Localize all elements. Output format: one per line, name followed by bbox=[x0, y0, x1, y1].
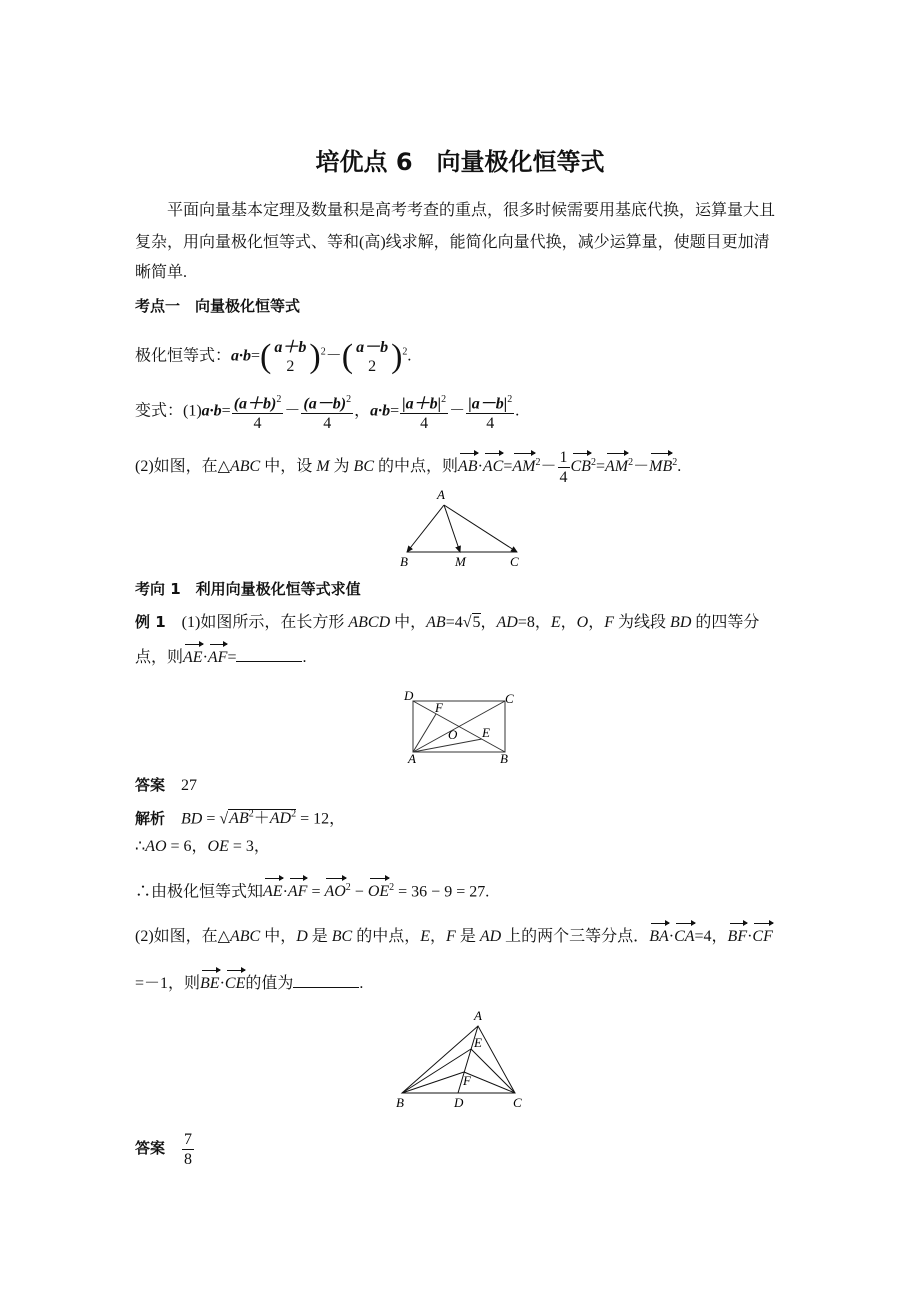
text: (1)如图所示，在长方形 bbox=[165, 614, 349, 631]
var: AD bbox=[479, 928, 502, 945]
section-heading: 考点一 向量极化恒等式 bbox=[135, 297, 301, 315]
var: OE bbox=[207, 838, 229, 855]
num: (a＋b) bbox=[233, 395, 277, 413]
text: (2)如图，在△ bbox=[135, 928, 230, 945]
label-d: D bbox=[404, 688, 414, 703]
text: 为 bbox=[329, 458, 354, 476]
solution-line-2 bbox=[135, 836, 270, 858]
op: = bbox=[503, 458, 513, 476]
num: a－b bbox=[356, 339, 389, 356]
text: ∴由极化恒等式知 bbox=[135, 883, 264, 901]
title-number: 培优点 6 bbox=[315, 148, 413, 176]
vector: AB bbox=[458, 456, 478, 478]
period: . bbox=[302, 649, 307, 666]
text: 为线段 bbox=[614, 614, 671, 631]
num: 7 bbox=[184, 1131, 193, 1148]
exp: 2 bbox=[345, 882, 351, 893]
num: |a＋b| bbox=[402, 395, 442, 413]
answer-2 bbox=[135, 1130, 195, 1169]
op: － bbox=[325, 347, 342, 365]
label-e: E bbox=[482, 725, 490, 740]
answer-blank[interactable] bbox=[236, 647, 302, 662]
exp: 2 bbox=[535, 456, 541, 468]
label-c: C bbox=[513, 1095, 522, 1110]
answer-fraction bbox=[182, 1130, 194, 1169]
vector: AF bbox=[208, 647, 228, 669]
example-1-line-2 bbox=[135, 647, 306, 669]
label-b: B bbox=[400, 554, 408, 569]
text: 上的两个三等分点． bbox=[501, 928, 650, 945]
var: ABCD bbox=[348, 614, 391, 631]
text: ∴ bbox=[135, 838, 146, 855]
op: － bbox=[540, 458, 557, 476]
direction-heading: 考向 1 利用向量极化恒等式求值 bbox=[135, 580, 361, 598]
text: 是 bbox=[455, 928, 480, 945]
label-b: B bbox=[396, 1095, 404, 1110]
num: 1 bbox=[559, 449, 568, 466]
text: 中， bbox=[260, 928, 297, 945]
example-2-line-2 bbox=[135, 973, 363, 995]
var: O bbox=[576, 614, 589, 631]
label-f: F bbox=[463, 1073, 471, 1088]
label-a: A bbox=[437, 487, 445, 502]
exp: 2 bbox=[672, 456, 678, 468]
var: AO bbox=[145, 838, 167, 855]
var: AB bbox=[229, 810, 249, 828]
den: 4 bbox=[559, 469, 568, 486]
var: AD bbox=[496, 614, 518, 631]
vector: AE bbox=[183, 647, 203, 669]
den: 2 bbox=[368, 358, 377, 375]
vector: BE bbox=[200, 973, 220, 995]
op: · bbox=[477, 458, 483, 476]
vector: BA bbox=[649, 926, 669, 948]
exp: 2 bbox=[248, 809, 254, 820]
text: ， bbox=[560, 614, 577, 631]
num: |a－b| bbox=[468, 395, 508, 413]
var: M bbox=[316, 458, 330, 476]
num: a＋b bbox=[274, 339, 307, 356]
text: 的四等分 bbox=[691, 614, 760, 631]
answer-value: 27 bbox=[181, 777, 198, 794]
exp: 2 bbox=[507, 394, 513, 405]
text: 的值为 bbox=[245, 975, 294, 992]
label: 变式：(1) bbox=[135, 402, 202, 420]
text: 中， bbox=[390, 614, 427, 631]
label-a: A bbox=[474, 1008, 482, 1023]
text: = 36 − 9 = 27. bbox=[394, 883, 490, 901]
op: · bbox=[282, 883, 288, 901]
label: 极化恒等式： bbox=[135, 347, 232, 365]
vector: CF bbox=[752, 926, 772, 948]
op: · bbox=[668, 928, 675, 945]
op: － bbox=[633, 458, 650, 476]
identity-formula: 极化恒等式：a·b=( a＋b 2 )$^2$－( a－b 2 )$^2$. bbox=[135, 338, 412, 375]
text: =8， bbox=[517, 614, 551, 631]
intro-line-2: 复杂，用向量极化恒等式、等和(高)线求解，能简化向量代换，减少运算量，使题目更加清 bbox=[135, 234, 770, 251]
den: 2 bbox=[286, 358, 295, 375]
label-m: M bbox=[455, 554, 466, 569]
text: 的中点， bbox=[352, 928, 421, 945]
var: ABC bbox=[229, 928, 261, 945]
solution-line-1: 解析 BD = $√AB^2+AD^2 = 12$， bbox=[135, 809, 346, 828]
text: 中，设 bbox=[260, 458, 317, 476]
text: = 3， bbox=[228, 838, 270, 855]
num: (a－b) bbox=[303, 395, 347, 413]
op: = bbox=[202, 810, 220, 828]
label-c: C bbox=[510, 554, 519, 569]
exp: 2 bbox=[320, 346, 326, 358]
text: (2)如图，在△ bbox=[135, 458, 230, 476]
radicand bbox=[228, 809, 296, 827]
exp: 2 bbox=[590, 456, 596, 468]
text: =4 bbox=[445, 614, 463, 631]
var: F bbox=[446, 928, 456, 945]
text: 的中点，则 bbox=[374, 458, 459, 476]
exp: 2 bbox=[402, 346, 408, 358]
text: =－1，则 bbox=[135, 975, 201, 992]
vector: AO bbox=[324, 881, 345, 903]
op: － bbox=[284, 402, 301, 420]
op: = bbox=[390, 402, 400, 420]
title-text: 向量极化恒等式 bbox=[436, 148, 605, 176]
op: − bbox=[350, 883, 368, 901]
op: · bbox=[219, 975, 225, 992]
lhs: a·b bbox=[201, 402, 222, 420]
period: . bbox=[407, 347, 412, 365]
vector: CE bbox=[225, 973, 245, 995]
var: BD bbox=[181, 810, 203, 828]
den: 4 bbox=[420, 415, 429, 433]
exp: 2 bbox=[628, 456, 634, 468]
vector: CB bbox=[571, 456, 591, 478]
exp: 2 bbox=[346, 394, 352, 405]
intro-line-3: 晰简单. bbox=[135, 264, 188, 281]
den: 8 bbox=[184, 1151, 193, 1168]
label-f: F bbox=[435, 700, 443, 715]
vector: CA bbox=[674, 926, 694, 948]
vector: BF bbox=[728, 926, 748, 948]
op: = bbox=[251, 347, 261, 365]
example-1-line-1: 例 1 (1)如图所示，在长方形 ABCD 中，AB=4√5，AD=8，E，O，F 为线段 BD 的四等分 bbox=[135, 613, 760, 631]
var: AD bbox=[269, 810, 292, 828]
solution-line-3 bbox=[135, 877, 489, 903]
vector: AE bbox=[263, 881, 283, 903]
label-o: O bbox=[448, 727, 458, 742]
lhs: a·b bbox=[231, 347, 252, 365]
answer-1 bbox=[135, 774, 197, 797]
var: E bbox=[550, 614, 561, 631]
vector: OE bbox=[368, 881, 389, 903]
period: . bbox=[677, 458, 682, 476]
vector: MB bbox=[649, 456, 672, 478]
den: 4 bbox=[486, 415, 495, 433]
exp: 2 bbox=[291, 809, 297, 820]
solution-label: 解析 bbox=[135, 809, 166, 828]
var: AB bbox=[426, 614, 446, 631]
var: D bbox=[296, 928, 308, 945]
label-c: C bbox=[505, 691, 514, 706]
intro-line-1: 平面向量基本定理及数量积是高考考查的重点，很多时候需要用基底代换，运算量大且 bbox=[167, 202, 776, 219]
triangle-figure-2 bbox=[402, 1026, 515, 1093]
radicand: 5 bbox=[472, 614, 481, 631]
var: F bbox=[604, 614, 615, 631]
op: = bbox=[221, 402, 231, 420]
op: = bbox=[307, 883, 325, 901]
var: ABC bbox=[229, 458, 261, 476]
vector: AC bbox=[483, 456, 503, 478]
comma: ， bbox=[354, 402, 371, 420]
vector: AM bbox=[512, 456, 535, 478]
op: = bbox=[595, 458, 605, 476]
den: 4 bbox=[253, 415, 262, 433]
text: 是 bbox=[307, 928, 332, 945]
example-2-line-1 bbox=[135, 926, 773, 948]
text: = 12， bbox=[296, 810, 346, 828]
den: 4 bbox=[323, 415, 332, 433]
text: =4， bbox=[694, 928, 728, 945]
op: · bbox=[747, 928, 753, 945]
label-a: A bbox=[408, 751, 416, 766]
var: E bbox=[420, 928, 431, 945]
period: . bbox=[515, 402, 520, 420]
text: ， bbox=[588, 614, 605, 631]
var: BC bbox=[331, 928, 353, 945]
text: ， bbox=[430, 928, 447, 945]
lhs: a·b bbox=[370, 402, 391, 420]
rectangle-figure bbox=[413, 701, 505, 752]
vector: AM bbox=[605, 456, 628, 478]
label-b: B bbox=[500, 751, 508, 766]
example-label: 例 1 bbox=[135, 613, 166, 631]
answer-label: 答案 bbox=[135, 1139, 166, 1158]
text: = 6， bbox=[166, 838, 208, 855]
op: ＋ bbox=[253, 810, 270, 828]
exp: 2 bbox=[441, 394, 447, 405]
vector: AF bbox=[288, 881, 308, 903]
var: BC bbox=[353, 458, 374, 476]
text: ， bbox=[480, 614, 497, 631]
answer-label: 答案 bbox=[135, 776, 166, 794]
op: － bbox=[449, 402, 466, 420]
period: . bbox=[359, 975, 364, 992]
op: = bbox=[227, 649, 237, 666]
text: 点，则 bbox=[135, 649, 184, 666]
label-d: D bbox=[454, 1095, 464, 1110]
triangle-figure-1 bbox=[407, 505, 517, 552]
var: BD bbox=[670, 614, 692, 631]
op: · bbox=[202, 649, 208, 666]
exp: 2 bbox=[276, 394, 282, 405]
answer-blank[interactable] bbox=[293, 973, 359, 988]
exp: 2 bbox=[389, 882, 395, 893]
label-e: E bbox=[474, 1035, 482, 1050]
